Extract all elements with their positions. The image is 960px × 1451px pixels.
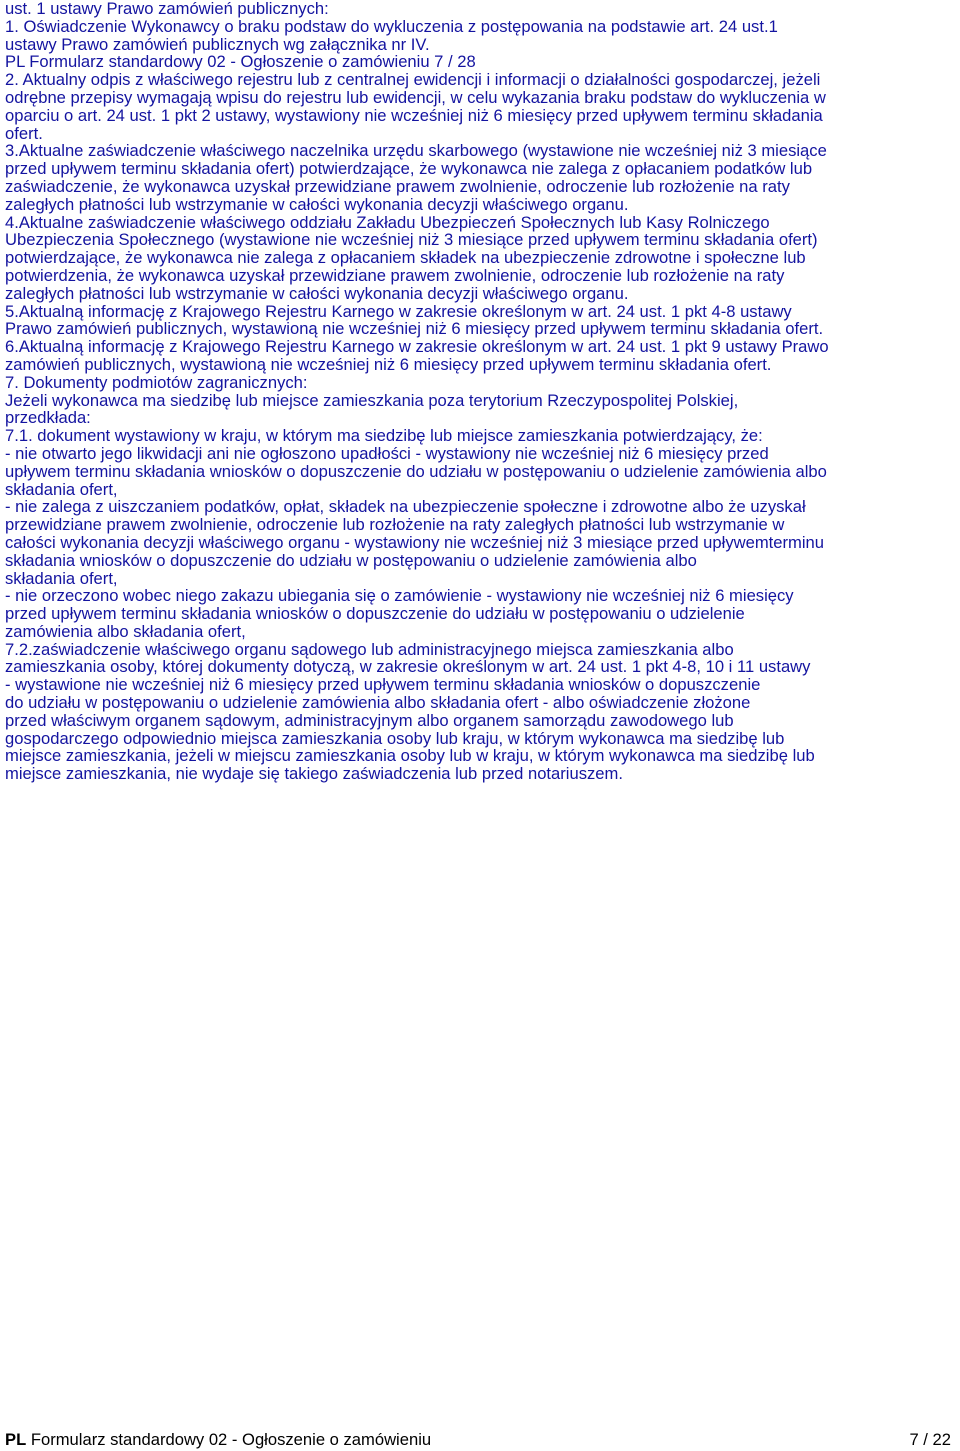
text-line: ustawy Prawo zamówień publicznych wg załącznika nr IV. [5,34,430,54]
text-line: potwierdzające, że wykonawca nie zalega z opłacaniem składek na ubezpieczenie zdrowotne i społeczne lub [5,248,806,268]
text-line: ust. 1 ustawy Prawo zamówień publicznych: [5,0,329,18]
text-line: 6.Aktualną informację z Krajowego Rejestru Karnego w zakresie określonym w art. 24 ust. 1 pkt 9 ustawy Prawo [5,337,829,357]
text-line: składania wniosków o dopuszczenie do udziału w postępowaniu o udzielenie zamówienia albo [5,550,697,570]
text-line: miejsce zamieszkania, jeżeli w miejscu zamieszkania osoby lub w kraju, w którym wykonawca ma siedzibę lub [5,746,815,766]
text-line: 1. Oświadczenie Wykonawcy o braku podstaw do wykluczenia z postępowania na podstawie art. 24 ust.1 [5,16,778,36]
text-line: 4.Aktualne zaświadczenie właściwego oddziału Zakładu Ubezpieczeń Społecznych lub Kasy Rolniczego [5,212,770,232]
text-line: ofert. [5,123,43,143]
text-line: przewidziane prawem zwolnienie, odroczenie lub rozłożenie na raty zaległych płatności lub wstrzymanie w [5,515,785,535]
text-line: przed właściwym organem sądowym, administracyjnym albo organem samorządu zawodowego lub [5,710,734,730]
footer-title: Formularz standardowy 02 - Ogłoszenie o zamówieniu [30,1430,432,1449]
text-line: 3.Aktualne zaświadczenie właściwego naczelnika urzędu skarbowego (wystawione nie wcześniej niż 3 miesiące [5,141,827,161]
text-line: zamówienia albo składania ofert, [5,621,246,641]
text-line: przedkłada: [5,408,91,428]
text-line: zamówień publicznych, wystawioną nie wcześniej niż 6 miesięcy przed upływem terminu składania ofert. [5,354,772,374]
page-number: 7 / 22 [909,1430,951,1449]
document-body [5,0,957,783]
text-line: składania ofert, [5,568,118,588]
text-line: Prawo zamówień publicznych, wystawioną nie wcześniej niż 6 miesięcy przed upływem terminu składania ofert. [5,319,824,339]
page-footer [5,1431,955,1451]
text-line: - nie otwarto jego likwidacji ani nie ogłoszono upadłości - wystawiony nie wcześniej niż 6 miesięcy przed [5,443,769,463]
text-line: przed upływem terminu składania wniosków o dopuszczenie do udziału w postępowaniu o udzielenie [5,604,745,624]
text-line: - nie zalega z uiszczaniem podatków, opłat, składek na ubezpieczenie społeczne i zdrowotne albo że uzyskał [5,497,806,517]
text-line: Ubezpieczenia Społecznego (wystawione nie wcześniej niż 3 miesiące przed upływem terminu składania ofert) [5,230,818,250]
text-line: zamieszkania osoby, której dokumenty dotyczą, w zakresie określonym w art. 24 ust. 1 pkt 4-8, 10 i 11 ustawy [5,657,811,677]
text-line: oparciu o art. 24 ust. 1 pkt 2 ustawy, wystawiony nie wcześniej niż 6 miesięcy przed upływem terminu składania [5,105,823,125]
text-line: - nie orzeczono wobec niego zakazu ubiegania się o zamówienie - wystawiony nie wcześniej niż 6 miesięcy [5,586,794,606]
text-line: PL Formularz standardowy 02 - Ogłoszenie o zamówieniu 7 / 28 [5,52,476,72]
footer-title-group [5,1431,431,1449]
text-line: 7. Dokumenty podmiotów zagranicznych: [5,372,308,392]
text-line: składania ofert, [5,479,118,499]
text-line: zaległych płatności lub wstrzymanie w całości wykonania decyzji właściwego organu. [5,194,629,214]
text-line: upływem terminu składania wniosków o dopuszczenie do udziału w postępowaniu o udzielenie zamówienia albo [5,461,827,481]
text-line: gospodarczego odpowiednio miejsca zamieszkania osoby lub kraju, w którym wykonawca ma siedzibę lub [5,728,785,748]
text-line: 7.2.zaświadczenie właściwego organu sądowego lub administracyjnego miejsca zamieszkania albo [5,639,734,659]
text-line: 2. Aktualny odpis z właściwego rejestru lub z centralnej ewidencji i informacji o działalności gospodarczej, jeżeli [5,70,821,90]
text-line: przed upływem terminu składania ofert) potwierdzające, że wykonawca nie zalega z opłacaniem podatków lub [5,159,813,179]
text-line: do udziału w postępowaniu o udzielenie zamówienia albo składania ofert - albo oświadczenie złożone [5,693,751,713]
text-line: całości wykonania decyzji właściwego organu - wystawiony nie wcześniej niż 3 miesiące przed upływemterminu [5,532,824,552]
text-line: potwierdzenia, że wykonawca uzyskał przewidziane prawem zwolnienie, odroczenie lub rozłożenie na raty [5,265,785,285]
text-line: - wystawione nie wcześniej niż 6 miesięcy przed upływem terminu składania wniosków o dopuszczenie [5,675,761,695]
text-line: Jeżeli wykonawca ma siedzibę lub miejsce zamieszkania poza terytorium Rzeczypospolitej Polskiej, [5,390,739,410]
footer-lang: PL [5,1430,27,1449]
text-line: zaległych płatności lub wstrzymanie w całości wykonania decyzji właściwego organu. [5,283,629,303]
text-line: miejsce zamieszkania, nie wydaje się takiego zaświadczenia lub przed notariuszem. [5,764,623,784]
text-line: odrębne przepisy wymagają wpisu do rejestru lub ewidencji, w celu wykazania braku podstaw do wykluczenia w [5,87,826,107]
text-line: 5.Aktualną informację z Krajowego Rejestru Karnego w zakresie określonym w art. 24 ust. 1 pkt 4-8 ustawy [5,301,792,321]
text-line: 7.1. dokument wystawiony w kraju, w którym ma siedzibę lub miejsce zamieszkania potwierdzający, że: [5,426,763,446]
text-line: zaświadczenie, że wykonawca uzyskał przewidziane prawem zwolnienie, odroczenie lub rozłożenie na raty [5,176,790,196]
